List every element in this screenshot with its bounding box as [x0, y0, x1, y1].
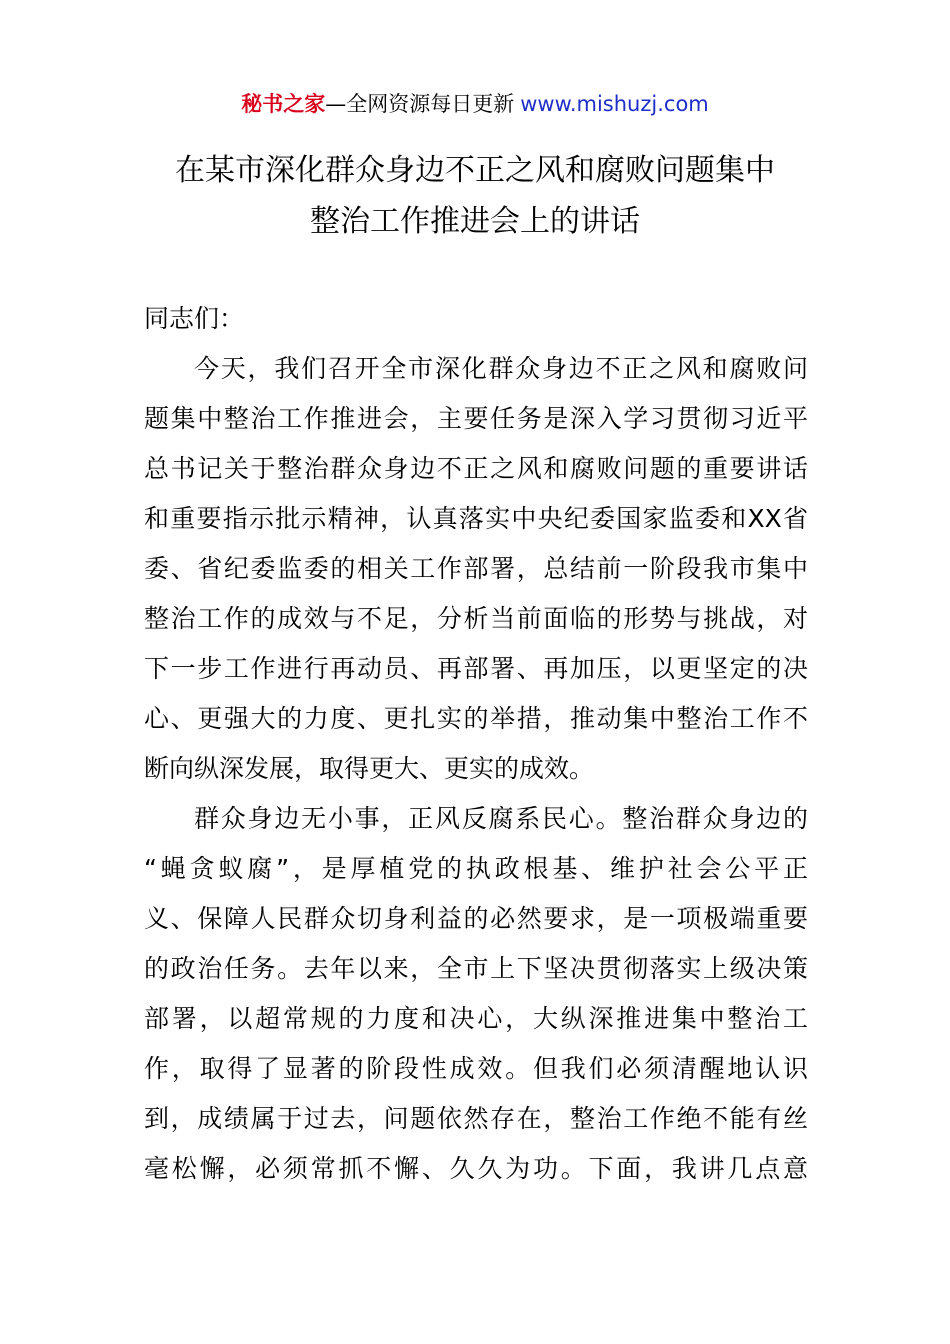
document-title — [140, 145, 810, 247]
site-header — [0, 88, 950, 120]
text-line: 今天，我们召开全市深化群众身边不正之风和腐败问 — [194, 354, 808, 383]
text-line: 的政治任务。去年以来，全市上下坚决贯彻落实上级决策 — [144, 954, 808, 983]
text-line: 整治工作的成效与不足，分析当前面临的形势与挑战，对 — [144, 604, 808, 633]
text-line: 到，成绩属于过去，问题依然存在，整治工作绝不能有丝 — [144, 1104, 808, 1133]
site-url-link[interactable]: www.mishuzj.com — [520, 92, 709, 116]
text-line: 作，取得了显著的阶段性成效。但我们必须清醒地认识 — [144, 1054, 808, 1083]
text-line: 断向纵深发展，取得更大、更实的成效。 — [144, 754, 595, 783]
text-line: 群众身边无小事，正风反腐系民心。整治群众身边的 — [194, 804, 808, 833]
salutation: 同志们： — [144, 304, 245, 333]
document-body — [144, 294, 808, 1194]
text-line: “蝇贪蚁腐”，是厚植党的执政根基、维护社会公平正 — [144, 854, 808, 883]
text-line: 心、更强大的力度、更扎实的举措，推动集中整治工作不 — [144, 704, 808, 733]
brand-name: 秘书之家 — [241, 92, 326, 116]
title-line: 整治工作推进会上的讲话 — [310, 204, 640, 239]
paragraph-2 — [144, 794, 808, 1194]
paragraph-1 — [144, 344, 808, 794]
text-line: 义、保障人民群众切身利益的必然要求，是一项极端重要 — [144, 904, 808, 933]
text-line: 委、省纪委监委的相关工作部署，总结前一阶段我市集中 — [144, 554, 808, 583]
header-tagline: —全网资源每日更新 — [325, 92, 515, 116]
text-line: 毫松懈，必须常抓不懈、久久为功。下面，我讲几点意 — [144, 1154, 808, 1183]
text-line: 和重要指示批示精神，认真落实中央纪委国家监委和XX省 — [144, 504, 808, 533]
text-line: 部署，以超常规的力度和决心，大纵深推进集中整治工 — [144, 1004, 808, 1033]
text-line: 下一步工作进行再动员、再部署、再加压，以更坚定的决 — [144, 654, 808, 683]
title-line: 在某市深化群众身边不正之风和腐败问题集中 — [175, 153, 775, 188]
text-line: 总书记关于整治群众身边不正之风和腐败问题的重要讲话 — [144, 454, 808, 483]
text-line: 题集中整治工作推进会，主要任务是深入学习贯彻习近平 — [144, 404, 808, 433]
